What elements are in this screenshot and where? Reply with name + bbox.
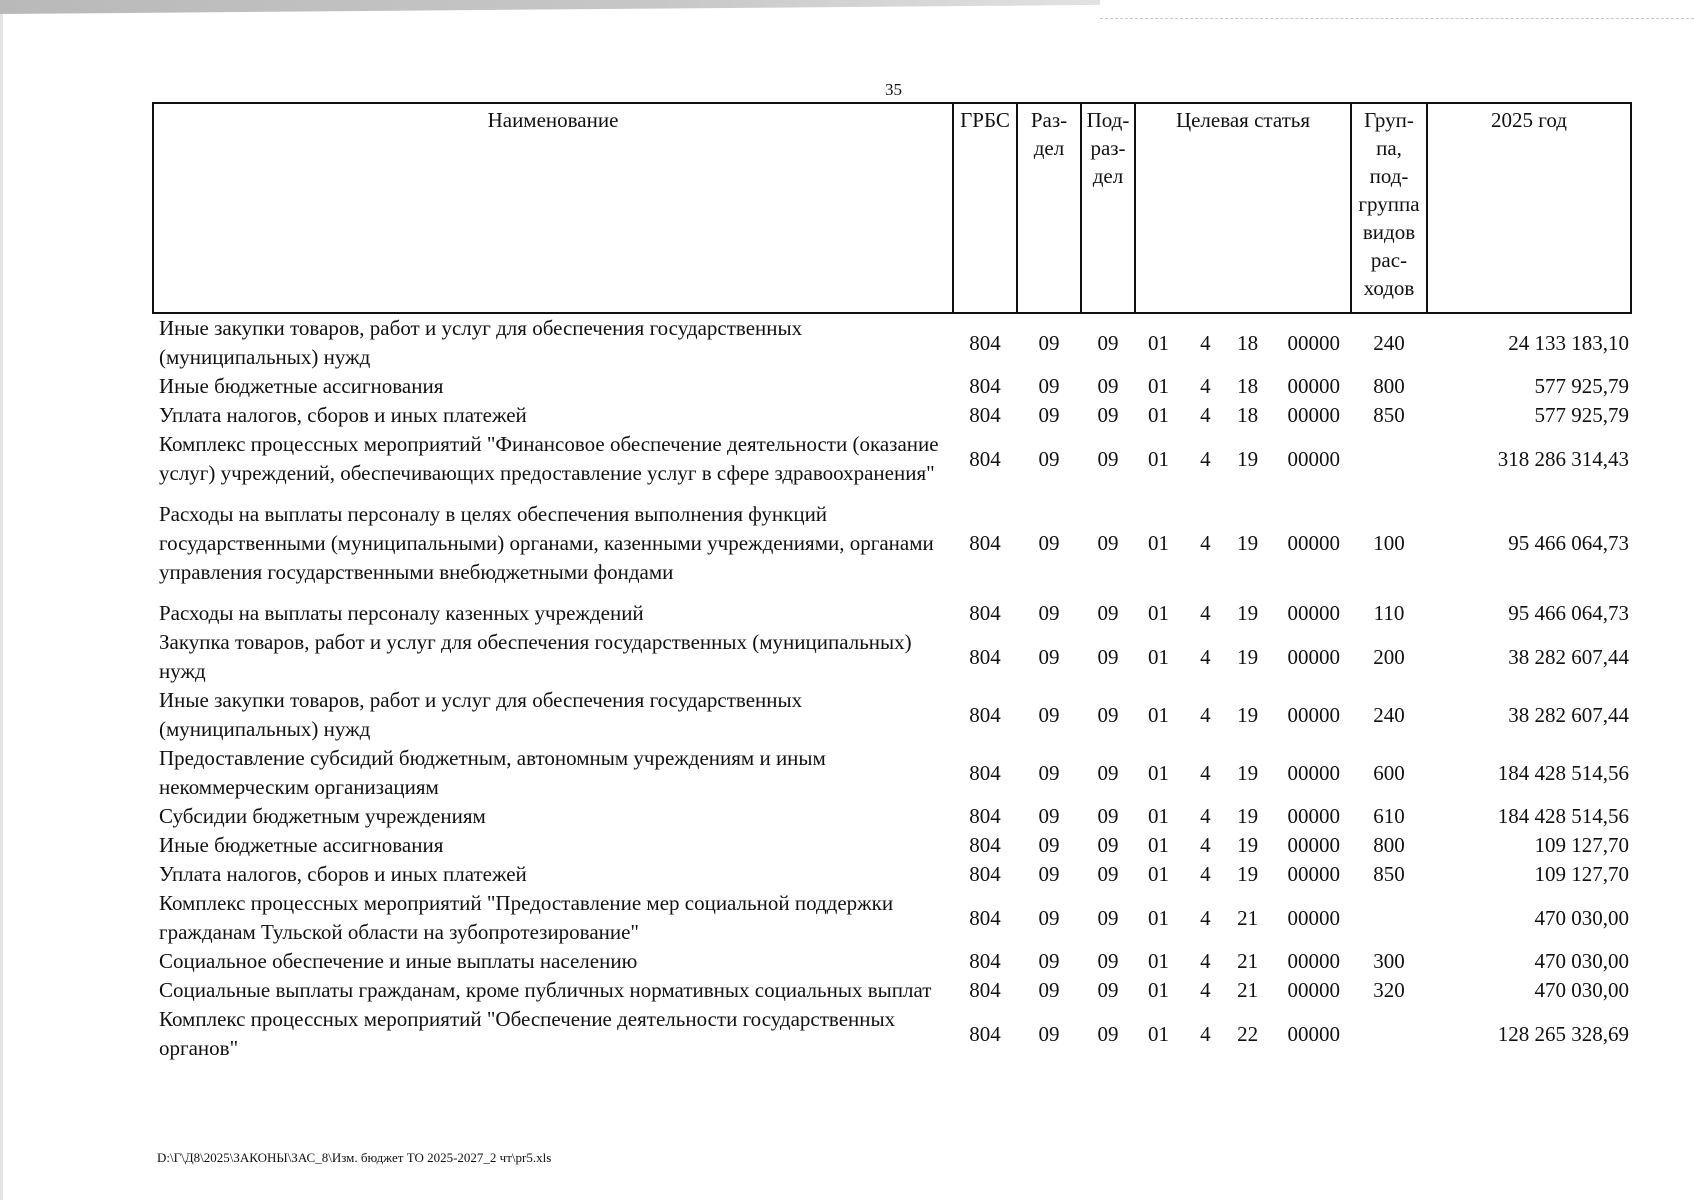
target-program: 01 (1148, 702, 1169, 727)
row-target (1135, 686, 1351, 744)
target-direction: 00000 (1287, 833, 1340, 857)
row-razdel: 09 (1038, 403, 1060, 427)
row-grbs: 804 (969, 833, 1001, 857)
target-type: 4 (1200, 804, 1211, 828)
row-grbs: 804 (969, 760, 1001, 785)
header-target: Целевая статья (1135, 103, 1351, 313)
target-direction: 00000 (1287, 330, 1340, 355)
row-podrazdel: 09 (1097, 644, 1119, 669)
target-direction: 00000 (1287, 374, 1340, 398)
row-podrazdel: 09 (1097, 804, 1119, 828)
row-amount: 577 925,79 (1534, 403, 1629, 427)
row-podrazdel: 09 (1097, 760, 1119, 785)
row-name: Комплекс процессных мероприятий "Обеспечение деятельности государственных органов" (159, 1007, 896, 1060)
row-razdel: 09 (1038, 702, 1060, 727)
target-direction: 00000 (1287, 601, 1340, 625)
target-complex: 19 (1237, 862, 1259, 886)
file-path-footer: D:\Г\Д8\2025\ЗАКОНЫ\ЗАС_8\Изм. бюджет ТО 2025-2027_2 чт\pr5.xls (157, 1150, 552, 1165)
row-amount: 318 286 314,43 (1497, 446, 1629, 471)
target-direction: 00000 (1287, 403, 1340, 427)
row-amount: 24 133 183,10 (1508, 330, 1629, 355)
row-target (1135, 401, 1351, 430)
table-row (153, 372, 1631, 401)
row-amount: 109 127,70 (1534, 833, 1629, 857)
header-year: 2025 год (1427, 103, 1631, 313)
row-group: 240 (1373, 330, 1405, 355)
table-body (153, 313, 1631, 1063)
row-podrazdel: 09 (1097, 1021, 1119, 1046)
table-row (153, 628, 1631, 686)
row-amount: 470 030,00 (1534, 949, 1629, 973)
target-program: 01 (1148, 833, 1169, 857)
target-program: 01 (1148, 644, 1169, 669)
row-grbs: 804 (969, 601, 1001, 625)
row-podrazdel: 09 (1097, 531, 1119, 555)
row-grbs: 804 (969, 644, 1001, 669)
row-amount: 470 030,00 (1534, 978, 1629, 1002)
row-group: 110 (1373, 601, 1405, 625)
target-program: 01 (1148, 760, 1169, 785)
row-amount: 95 466 064,73 (1508, 531, 1629, 555)
row-razdel: 09 (1038, 1021, 1060, 1046)
row-group (1351, 430, 1427, 488)
target-program: 01 (1148, 446, 1169, 471)
row-amount: 38 282 607,44 (1508, 644, 1629, 669)
header-grbs: ГРБС (953, 103, 1017, 313)
target-type: 4 (1200, 330, 1211, 355)
row-target (1135, 1005, 1351, 1063)
row-razdel: 09 (1038, 978, 1060, 1002)
row-razdel: 09 (1038, 862, 1060, 886)
target-program: 01 (1148, 978, 1169, 1002)
table-row (153, 947, 1631, 976)
target-complex: 21 (1237, 978, 1259, 1002)
target-program: 01 (1148, 330, 1169, 355)
table-row (153, 313, 1631, 372)
row-group: 610 (1373, 804, 1405, 828)
target-complex: 19 (1237, 644, 1259, 669)
row-podrazdel: 09 (1097, 330, 1119, 355)
target-direction: 00000 (1287, 702, 1340, 727)
scan-left-edge (0, 14, 3, 1200)
row-target (1135, 802, 1351, 831)
row-name: Уплата налогов, сборов и иных платежей (159, 862, 527, 886)
row-name: Предоставление субсидий бюджетным, автономным учреждениям и иным некоммерческим организациям (159, 746, 826, 799)
target-direction: 00000 (1287, 804, 1340, 828)
row-grbs: 804 (969, 702, 1001, 727)
row-group: 300 (1373, 949, 1405, 973)
row-amount: 184 428 514,56 (1497, 804, 1629, 828)
target-direction: 00000 (1287, 862, 1340, 886)
target-program: 01 (1148, 949, 1169, 973)
target-type: 4 (1200, 446, 1211, 471)
row-target (1135, 500, 1351, 587)
target-complex: 21 (1237, 905, 1259, 930)
target-complex: 19 (1237, 833, 1259, 857)
row-grbs: 804 (969, 862, 1001, 886)
header-podrazdel: Под- раз- дел (1081, 103, 1135, 313)
table-row (153, 1005, 1631, 1063)
row-razdel: 09 (1038, 531, 1060, 555)
row-podrazdel: 09 (1097, 403, 1119, 427)
target-direction: 00000 (1287, 1021, 1340, 1046)
row-grbs: 804 (969, 978, 1001, 1002)
table-row (153, 976, 1631, 1005)
row-razdel: 09 (1038, 374, 1060, 398)
row-grbs: 804 (969, 330, 1001, 355)
row-group: 800 (1373, 833, 1405, 857)
target-complex: 19 (1237, 531, 1259, 555)
target-type: 4 (1200, 760, 1211, 785)
row-group: 850 (1373, 862, 1405, 886)
target-program: 01 (1148, 862, 1169, 886)
row-razdel: 09 (1038, 446, 1060, 471)
row-amount: 38 282 607,44 (1508, 702, 1629, 727)
target-type: 4 (1200, 403, 1211, 427)
row-target (1135, 947, 1351, 976)
row-group: 800 (1373, 374, 1405, 398)
target-type: 4 (1200, 862, 1211, 886)
row-group: 200 (1373, 644, 1405, 669)
target-complex: 22 (1237, 1021, 1259, 1046)
target-type: 4 (1200, 644, 1211, 669)
target-type: 4 (1200, 601, 1211, 625)
target-type: 4 (1200, 905, 1211, 930)
row-group: 850 (1373, 403, 1405, 427)
row-name: Иные закупки товаров, работ и услуг для обеспечения государственных (муниципальных) нужд (159, 688, 803, 741)
header-razdel: Раз- дел (1017, 103, 1081, 313)
row-razdel: 09 (1038, 760, 1060, 785)
row-name: Иные бюджетные ассигнования (159, 833, 444, 857)
row-amount: 470 030,00 (1534, 905, 1629, 930)
table-row (153, 500, 1631, 587)
target-type: 4 (1200, 374, 1211, 398)
row-name: Социальные выплаты гражданам, кроме публичных нормативных социальных выплат (159, 978, 932, 1002)
row-amount: 184 428 514,56 (1497, 760, 1629, 785)
row-name: Социальное обеспечение и иные выплаты населению (159, 949, 638, 973)
row-podrazdel: 09 (1097, 862, 1119, 886)
table-row (153, 401, 1631, 430)
row-grbs: 804 (969, 403, 1001, 427)
row-podrazdel: 09 (1097, 601, 1119, 625)
table-row (153, 831, 1631, 860)
row-target (1135, 889, 1351, 947)
row-razdel: 09 (1038, 644, 1060, 669)
row-name: Субсидии бюджетным учреждениям (159, 804, 486, 828)
row-razdel: 09 (1038, 949, 1060, 973)
row-name: Иные закупки товаров, работ и услуг для обеспечения государственных (муниципальных) нужд (159, 316, 803, 369)
row-grbs: 804 (969, 949, 1001, 973)
row-podrazdel: 09 (1097, 949, 1119, 973)
row-target (1135, 599, 1351, 628)
row-podrazdel: 09 (1097, 702, 1119, 727)
target-direction: 00000 (1287, 905, 1340, 930)
target-type: 4 (1200, 949, 1211, 973)
target-program: 01 (1148, 804, 1169, 828)
row-podrazdel: 09 (1097, 446, 1119, 471)
row-razdel: 09 (1038, 601, 1060, 625)
row-target (1135, 628, 1351, 686)
table-row (153, 802, 1631, 831)
row-group: 320 (1373, 978, 1405, 1002)
target-direction: 00000 (1287, 978, 1340, 1002)
row-podrazdel: 09 (1097, 374, 1119, 398)
target-type: 4 (1200, 702, 1211, 727)
row-razdel: 09 (1038, 330, 1060, 355)
row-group: 600 (1373, 760, 1405, 785)
row-target (1135, 313, 1351, 372)
row-amount: 109 127,70 (1534, 862, 1629, 886)
target-direction: 00000 (1287, 644, 1340, 669)
row-amount: 95 466 064,73 (1508, 601, 1629, 625)
target-direction: 00000 (1287, 531, 1340, 555)
budget-table (152, 102, 1632, 1063)
row-group: 240 (1373, 702, 1405, 727)
row-podrazdel: 09 (1097, 833, 1119, 857)
target-complex: 18 (1237, 330, 1259, 355)
scan-edge-shadow (0, 0, 1694, 22)
row-name: Комплекс процессных мероприятий "Предоставление мер социальной поддержки гражданам Тульской области на зубопротезирование" (159, 891, 894, 944)
row-name: Уплата налогов, сборов и иных платежей (159, 403, 527, 427)
row-amount: 128 265 328,69 (1497, 1021, 1629, 1046)
target-direction: 00000 (1287, 949, 1340, 973)
target-complex: 19 (1237, 760, 1259, 785)
target-complex: 19 (1237, 702, 1259, 727)
target-program: 01 (1148, 374, 1169, 398)
target-complex: 18 (1237, 403, 1259, 427)
target-complex: 21 (1237, 949, 1259, 973)
row-group (1351, 1005, 1427, 1063)
row-grbs: 804 (969, 905, 1001, 930)
row-name: Расходы на выплаты персоналу в целях обеспечения выполнения функций государственными (муниципальными) органами, казенными учреждениями, органами управления государственными внебюджетными фондами (159, 502, 934, 584)
row-target (1135, 831, 1351, 860)
row-podrazdel: 09 (1097, 905, 1119, 930)
target-complex: 18 (1237, 374, 1259, 398)
row-grbs: 804 (969, 446, 1001, 471)
target-direction: 00000 (1287, 446, 1340, 471)
row-name: Иные бюджетные ассигнования (159, 374, 444, 398)
header-name: Наименование (153, 103, 953, 313)
target-program: 01 (1148, 1021, 1169, 1046)
table-row (153, 860, 1631, 889)
row-amount: 577 925,79 (1534, 374, 1629, 398)
target-program: 01 (1148, 531, 1169, 555)
table-header (153, 103, 1631, 313)
row-target (1135, 430, 1351, 488)
row-grbs: 804 (969, 804, 1001, 828)
row-target (1135, 372, 1351, 401)
row-razdel: 09 (1038, 905, 1060, 930)
row-grbs: 804 (969, 374, 1001, 398)
row-razdel: 09 (1038, 833, 1060, 857)
row-name: Расходы на выплаты персоналу казенных учреждений (159, 601, 644, 625)
row-name: Комплекс процессных мероприятий "Финансовое обеспечение деятельности (оказание услуг) учреждений, обеспечивающих предоставление услуг в сфере здравоохранения" (159, 432, 939, 485)
target-type: 4 (1200, 1021, 1211, 1046)
target-direction: 00000 (1287, 760, 1340, 785)
table-row (153, 430, 1631, 488)
row-grbs: 804 (969, 1021, 1001, 1046)
target-type: 4 (1200, 978, 1211, 1002)
row-razdel: 09 (1038, 804, 1060, 828)
table-row (153, 889, 1631, 947)
row-target (1135, 744, 1351, 802)
row-grbs: 804 (969, 531, 1001, 555)
row-group: 100 (1373, 531, 1405, 555)
target-complex: 19 (1237, 804, 1259, 828)
target-program: 01 (1148, 403, 1169, 427)
target-complex: 19 (1237, 446, 1259, 471)
target-complex: 19 (1237, 601, 1259, 625)
row-name: Закупка товаров, работ и услуг для обеспечения государственных (муниципальных) нужд (159, 630, 912, 683)
row-target (1135, 860, 1351, 889)
target-type: 4 (1200, 833, 1211, 857)
table-row (153, 744, 1631, 802)
target-program: 01 (1148, 905, 1169, 930)
table-row (153, 599, 1631, 628)
row-group (1351, 889, 1427, 947)
row-podrazdel: 09 (1097, 978, 1119, 1002)
table-row (153, 686, 1631, 744)
header-group: Груп- па, под- группа видов рас- ходов (1351, 103, 1427, 313)
target-type: 4 (1200, 531, 1211, 555)
page-number: 35 (885, 80, 902, 99)
target-program: 01 (1148, 601, 1169, 625)
row-target (1135, 976, 1351, 1005)
